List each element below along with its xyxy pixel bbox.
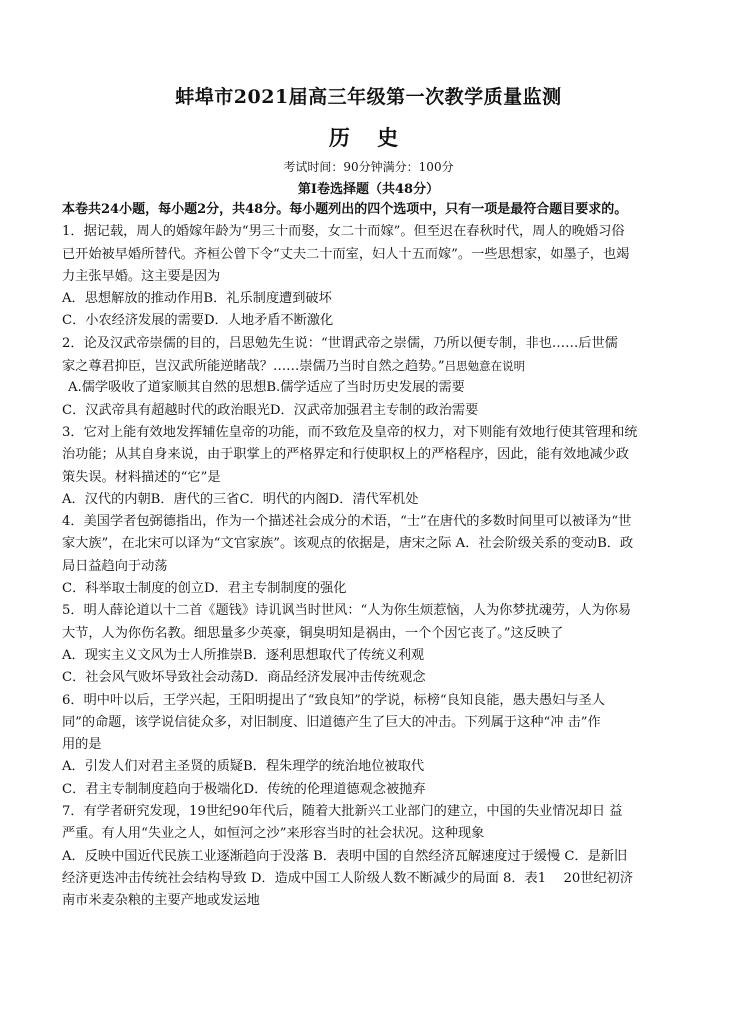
question-2-prompt: 吕思勉意在说明 [444,359,526,374]
question-3-line-2: 治功能；从其自身来说，由于职掌上的严格界定和行使职权上的严格程序，因此，能有效地减少政 [62,447,630,463]
question-4-options-cd: C．科举取士制度的创立D．君主专制制度的强化 [62,581,347,597]
question-3-line-3: 策失误。材料描述的“它”是 [62,469,221,485]
question-7-options-line-2: 经济更迭冲击传统社会结构导致 D．造成中国工人阶级人数不断减少的局面 8．表1 20世纪初济 [62,870,634,886]
instructions: 本卷共24小题，每小题2分，共48分。每小题列出的四个选项中，只有一项是最符合题目要求的。 [62,202,628,217]
question-1-line-3: 力主张早婚。这主要是因为 [62,268,221,284]
question-4-line-2: 家大族”，在北宋可以译为“文官家族”。该观点的依据是，唐宋之际 A．社会阶级关系的变动B．政 [62,536,634,552]
question-6-line-2: 同”的命题，该学说信徒众多，对旧制度、旧道德产生了巨大的冲击。下列属于这种“冲 击”作 [62,714,601,730]
question-2-options-ab: A.儒学吸收了道家顺其自然的思想B.儒学适应了当时历史发展的需要 [68,380,465,396]
question-5-options-cd: C．社会风气败坏导致社会动荡D．商品经济发展冲击传统观念 [62,670,426,686]
question-2-options-cd: C．汉武帝具有超越时代的政治眼光D．汉武帝加强君主专制的政治需要 [62,402,479,418]
question-1-line-1: 1．据记载，周人的婚嫁年龄为“男三十而娶，女二十而嫁”。但至迟在春秋时代，周人的晚婚习俗 [62,224,625,240]
section-heading: 第Ⅰ卷选择题（共48分） [297,182,440,197]
question-3-line-1: 3．它对上能有效地发挥辅佐皇帝的功能，而不致危及皇帝的权力，对下则能有效地行使其管理和统 [62,424,638,440]
question-2-quote: 家之尊君抑臣，岂汉武所能逆睹哉？……崇儒乃当时自然之趋势。” [62,359,445,375]
question-2-line-1: 2．论及汉武帝崇儒的目的，吕思勉先生说：“世谓武帝之崇儒，乃所以便专制，非也……后世儒 [62,335,618,351]
question-5-options-ab: A．现实主义文风为士人所推崇B．逐利思想取代了传统义利观 [62,647,425,663]
subject-title: 历 史 [328,125,409,150]
question-6-line-1: 6．明中叶以后，王学兴起，王阳明提出了“致良知”的学说，标榜“良知良能，愚夫愚妇与圣人 [62,692,605,708]
question-2-line-2 [62,355,678,377]
question-5-line-1: 5．明人薛论道以十二首《题钱》诗讥讽当时世风：“人为你生烦惹恼，人为你梦扰魂劳，人为你易 [62,603,632,619]
question-1-options-cd: C．小农经济发展的需要D．人地矛盾不断激化 [62,313,334,329]
question-6-line-3: 用的是 [62,737,102,753]
question-1-options-ab: A．思想解放的推动作用B．礼乐制度遭到破坏 [62,291,332,307]
question-8-line-1: 南市米麦杂粮的主要产地或发运地 [62,893,260,909]
question-6-options-ab: A．引发人们对君主圣贤的质疑B．程朱理学的统治地位被取代 [62,759,425,775]
question-1-line-2: 已开始被早婚所替代。齐桓公曾下令“丈夫二十而室，妇人十五而嫁”。一些思想家，如墨子，也竭 [62,246,630,262]
question-5-line-2: 大节，人为你伤名教。细思量多少英豪，铜臭明知是祸由，一个个因它丧了。”这反映了 [62,625,564,641]
exam-info: 考试时间：90分钟满分：100分 [283,160,454,174]
question-7-line-2: 严重。有人用“失业之人，如恒河之沙”来形容当时的社会状况。这种现象 [62,826,485,842]
question-body [62,199,678,913]
question-6-options-cd: C．君主专制制度趋向于极端化D．传统的伦理道德观念被抛弃 [62,781,426,797]
question-3-options: A．汉代的内朝B．唐代的三省C．明代的内阁D．清代军机处 [62,491,419,507]
question-4-line-3: 局日益趋向于动荡 [62,558,168,574]
question-7-line-1: 7．有学者研究发现，19世纪90年代后，随着大批新兴工业部门的建立，中国的失业情况却日 益 [62,804,623,820]
question-4-line-1: 4．美国学者包弼德指出，作为一个描述社会成分的术语，“士”在唐代的多数时间里可以被译为“世 [62,514,632,530]
question-7-options-line-1: A．反映中国近代民族工业逐渐趋向于没落 B．表明中国的自然经济瓦解速度过于缓慢 C．是新旧 [62,848,628,864]
exam-title: 蚌埠市2021届高三年级第一次教学质量监测 [175,86,562,108]
